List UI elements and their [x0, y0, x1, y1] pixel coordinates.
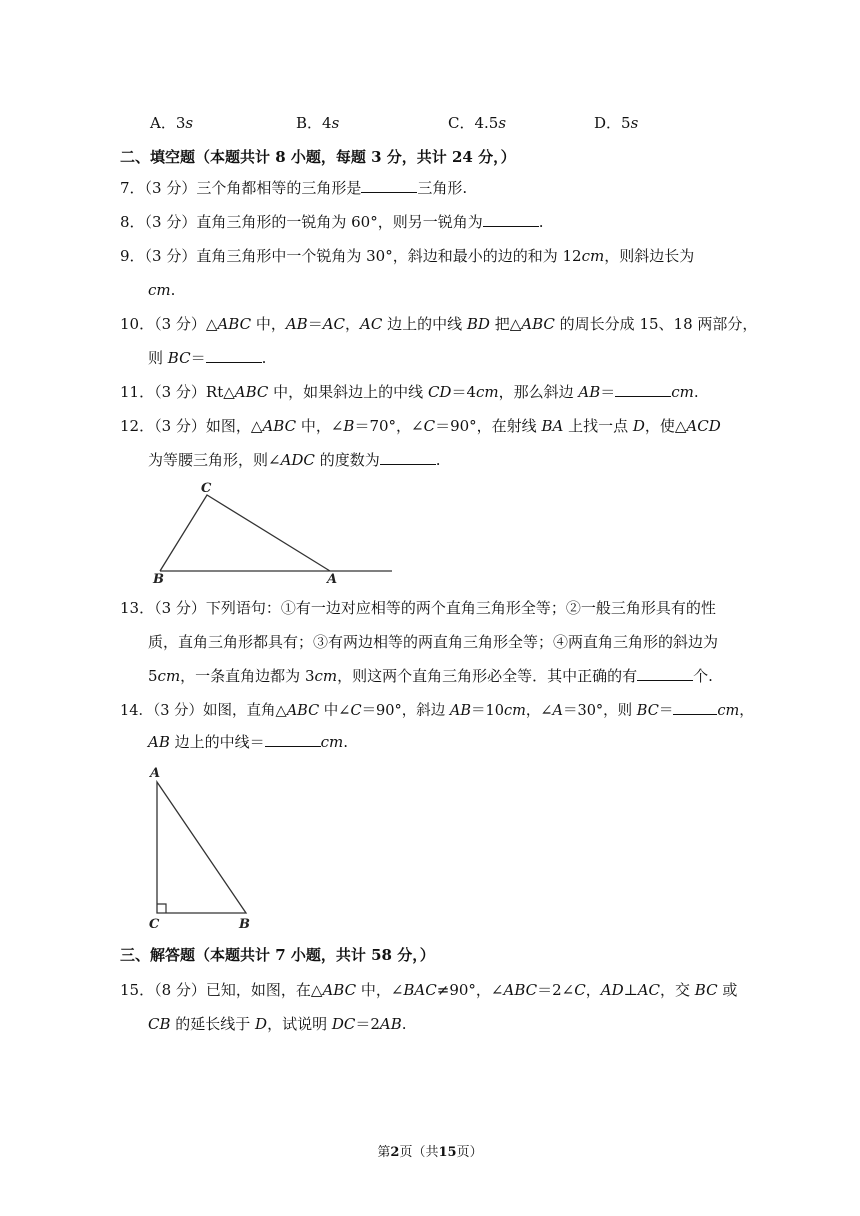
- answer-blank: [483, 212, 539, 227]
- question-12-line-2: 为等腰三角形，则∠ADC 的度数为 .: [148, 451, 441, 469]
- right-triangle-abc: [157, 782, 246, 913]
- question-10-line-2: 则 BC＝ .: [148, 349, 267, 367]
- question-11: 11．（3 分）Rt△ABC 中，如果斜边上的中线 CD＝4cm，那么斜边 AB＝ cm.: [120, 383, 699, 401]
- label-c: C: [149, 917, 160, 932]
- section-3-heading: 三、解答题（本题共计 7 小题，共计 58 分，）: [120, 946, 435, 964]
- answer-blank: [380, 450, 436, 465]
- question-15-line-1: 15．（8 分）已知，如图，在△ABC 中，∠BAC≠90°，∠ABC＝2∠C，AD⊥AC，交 BC 或: [120, 981, 738, 999]
- option-a: A．3s: [150, 114, 194, 132]
- question-14-line-2: AB 边上的中线＝ cm.: [148, 733, 349, 751]
- question-14-line-1: 14．（3 分）如图，直角△ABC 中∠C＝90°，斜边 AB＝10cm，∠A＝30°，则 BC＝ cm，: [120, 700, 754, 721]
- question-12-line-1: 12．（3 分）如图，△ABC 中，∠B＝70°，∠C＝90°，在射线 BA 上找一点 D，使△ACD: [120, 417, 721, 435]
- option-d: D．5s: [594, 114, 639, 132]
- question-7: 7．（3 分）三个角都相等的三角形是 三角形.: [120, 179, 468, 197]
- page-number: 2: [390, 1145, 400, 1160]
- answer-blank: [637, 666, 693, 681]
- option-b: B．4s: [296, 114, 340, 132]
- question-8: 8．（3 分）直角三角形的一锐角为 60°，则另一锐角为 .: [120, 213, 544, 231]
- question-9-line-1: 9．（3 分）直角三角形中一个锐角为 30°，斜边和最小的边的和为 12cm，则斜边长为: [120, 247, 695, 265]
- label-a: A: [150, 766, 161, 781]
- question-10-line-1: 10．（3 分）△ABC 中，AB＝AC，AC 边上的中线 BD 把△ABC 的周长分成 15、18 两部分，: [120, 315, 758, 333]
- answer-blank: [673, 700, 717, 715]
- figure-14: [140, 762, 270, 934]
- question-15-line-2: CB 的延长线于 D，试说明 DC＝2AB.: [148, 1015, 407, 1033]
- label-b: B: [239, 917, 250, 932]
- question-13-line-2: 质，直角三角形都具有；③有两边相等的两直角三角形全等；④两直角三角形的斜边为: [148, 633, 719, 651]
- figure-12: [140, 476, 410, 588]
- label-c: C: [201, 481, 212, 496]
- triangle-abc: [160, 495, 330, 571]
- answer-blank: [615, 382, 671, 397]
- answer-blank: [361, 178, 417, 193]
- option-c: C．4.5s: [448, 114, 507, 132]
- question-13-line-1: 13．（3 分）下列语句：①有一边对应相等的两个直角三角形全等；②一般三角形具有的性: [120, 599, 716, 617]
- section-2-heading: 二、填空题（本题共计 8 小题，每题 3 分，共计 24 分，）: [120, 148, 516, 166]
- question-9-line-2: cm.: [148, 281, 176, 299]
- answer-blank: [206, 348, 262, 363]
- answer-blank: [265, 732, 321, 747]
- page-total: 15: [438, 1145, 457, 1160]
- label-a: A: [327, 572, 338, 587]
- question-13-line-3: 5cm，一条直角边都为 3cm，则这两个直角三角形必全等．其中正确的有 个.: [148, 667, 713, 685]
- page-footer: 第2页（共15页）: [377, 1145, 483, 1160]
- label-b: B: [153, 572, 164, 587]
- right-angle-mark: [157, 904, 166, 913]
